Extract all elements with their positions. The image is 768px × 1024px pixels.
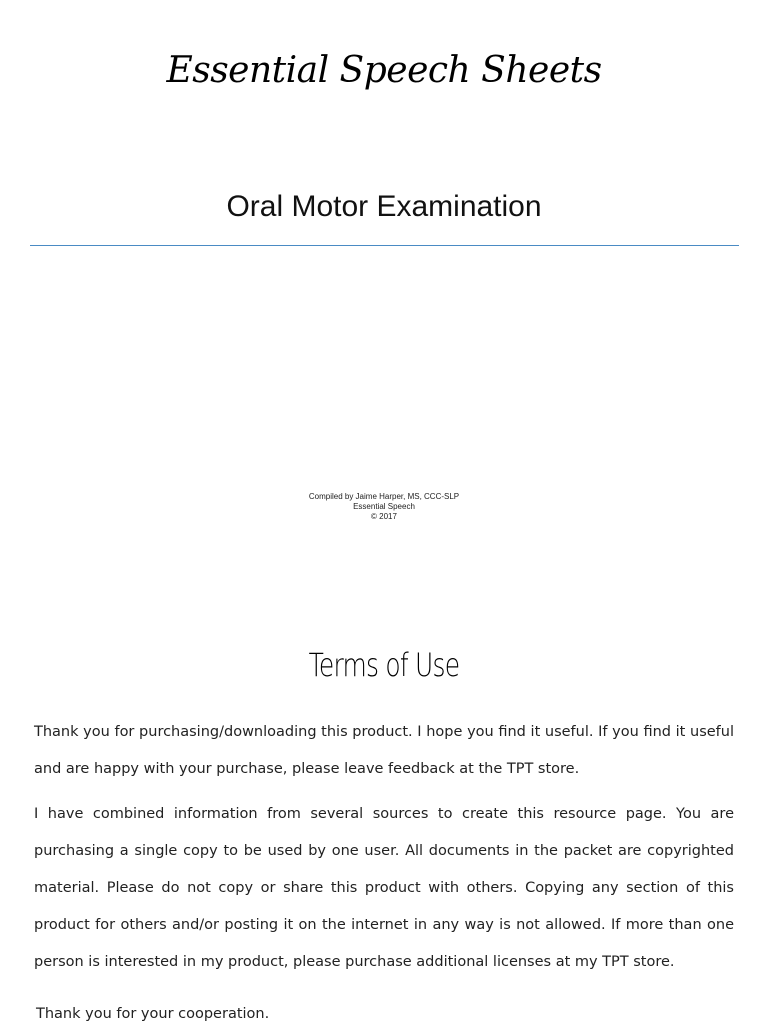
credits-block bbox=[0, 492, 768, 522]
terms-closing: Thank you for your cooperation. bbox=[36, 1006, 270, 1022]
page-title: Oral Motor Examination bbox=[226, 190, 542, 223]
credits-organization: Essential Speech bbox=[353, 502, 415, 511]
title-divider bbox=[30, 245, 739, 246]
terms-heading: Terms of Use bbox=[308, 646, 460, 684]
credits-copyright: © 2017 bbox=[371, 512, 397, 521]
terms-body bbox=[34, 714, 734, 989]
credits-author: Compiled by Jaime Harper, MS, CCC-SLP bbox=[308, 492, 460, 501]
terms-paragraph: Thank you for purchasing/downloading this product. I hope you find it useful. If you find it useful and are happy with your purchase, please leave feedback at the TPT store. bbox=[34, 724, 734, 777]
terms-paragraph: I have combined information from several sources to create this resource page. You are purchasing a single copy to be used by one user. All documents in the packet are copyrighted material. Please do not copy or share this product with others. Copying any section of this product for others and/or posting it on the internet in any way is not allowed. If more than one person is interested in my product, please purchase additional licenses at my TPT store. bbox=[34, 806, 734, 970]
brand-title: Essential Speech Sheets bbox=[166, 50, 602, 91]
